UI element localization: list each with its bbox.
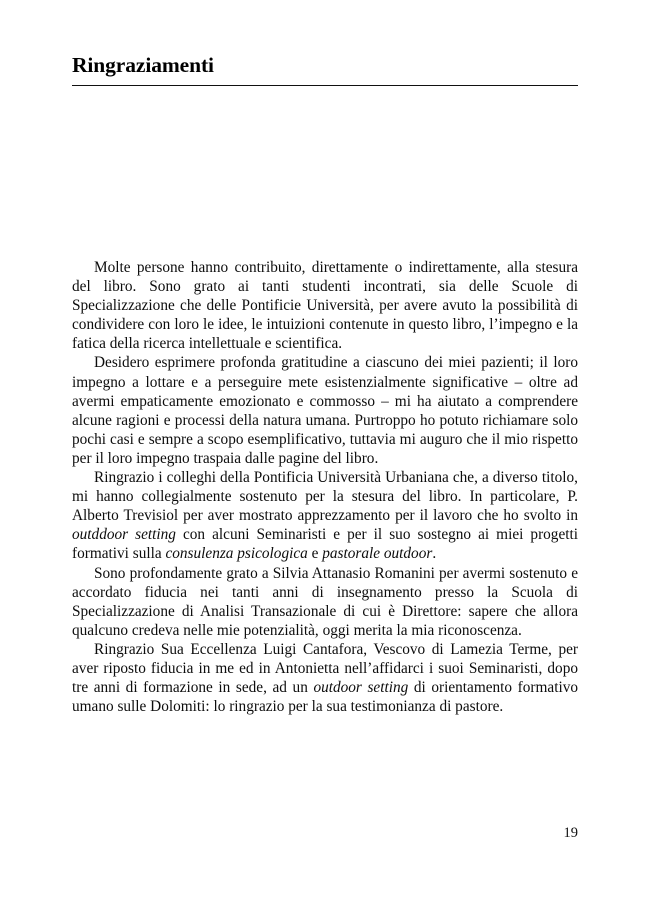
paragraph	[72, 353, 578, 468]
text-run: .	[432, 545, 437, 563]
text-run: Ringrazio i colleghi della Pontificia Università Urbaniana che, a diverso titolo, mi hanno collegialmente sostenuto per la stesura del libro. In particolare, P. Alberto Trevisiol per aver mostrato apprezzamento per il lavoro che ho svolto in	[72, 469, 578, 525]
text-run: Desidero esprimere profonda gratitudine a ciascuno dei miei pazienti; il loro impegno a lottare e a perseguire mete esistenzialmente significative – oltre ad avermi empaticamente emozionato e commosso – mi ha aiutato a comprendere alcune ragioni e processi della natura umana. Purtroppo ho potuto richiamare solo pochi casi e sempre a scopo esemplificativo, tuttavia mi auguro che il mio rispetto per il loro impegno traspaia dalle pagine del libro.	[72, 354, 578, 467]
paragraph	[72, 468, 578, 563]
text-run: di orientamento formativo umano sulle Dolomiti: lo ringrazio per la sua testimonianza di pastore.	[72, 679, 578, 716]
emphasis-text: pastorale outdoor	[322, 545, 433, 563]
body-text	[72, 258, 578, 716]
emphasis-text: consulenza psicologica	[165, 545, 308, 563]
page-title: Ringraziamenti	[72, 53, 214, 77]
paragraph	[72, 640, 578, 716]
text-run: con alcuni Seminaristi e per il suo sostegno ai miei progetti formativi sulla	[72, 526, 578, 563]
chapter-header	[72, 53, 578, 86]
paragraph	[72, 564, 578, 640]
text-run: Sono profondamente grato a Silvia Attanasio Romanini per avermi sostenuto e accordato fiducia nei tanti anni di insegnamento presso la Scuola di Specializzazione di Analisi Transazionale di cui è Direttore: sapere che allora qualcuno credeva nelle mie potenzialità, oggi merita la mia riconoscenza.	[72, 564, 578, 639]
text-run: Molte persone hanno contribuito, direttamente o indirettamente, alla stesura del libro. Sono grato ai tanti studenti incontrati, sia delle Scuole di Specializzazione che delle Pontificie Università, per avere avuto la possibilità di condividere con loro le idee, le intuizioni contenute in questo libro, l’impegno e la fatica della ricerca intellettuale e scientifica.	[72, 259, 578, 353]
emphasis-text: outdoor setting	[313, 679, 409, 697]
title-divider	[72, 85, 578, 86]
emphasis-text: outddoor setting	[72, 526, 176, 544]
text-run: Ringrazio Sua Eccellenza Luigi Cantafora, Vescovo di Lamezia Terme, per aver riposto fiducia in me ed in Antonietta nell’affidarci i suoi Seminaristi, dopo tre anni di formazione in sede, ad un	[72, 640, 578, 697]
text-run: e	[307, 545, 323, 563]
page-number: 19	[563, 825, 578, 841]
paragraph	[72, 258, 578, 353]
